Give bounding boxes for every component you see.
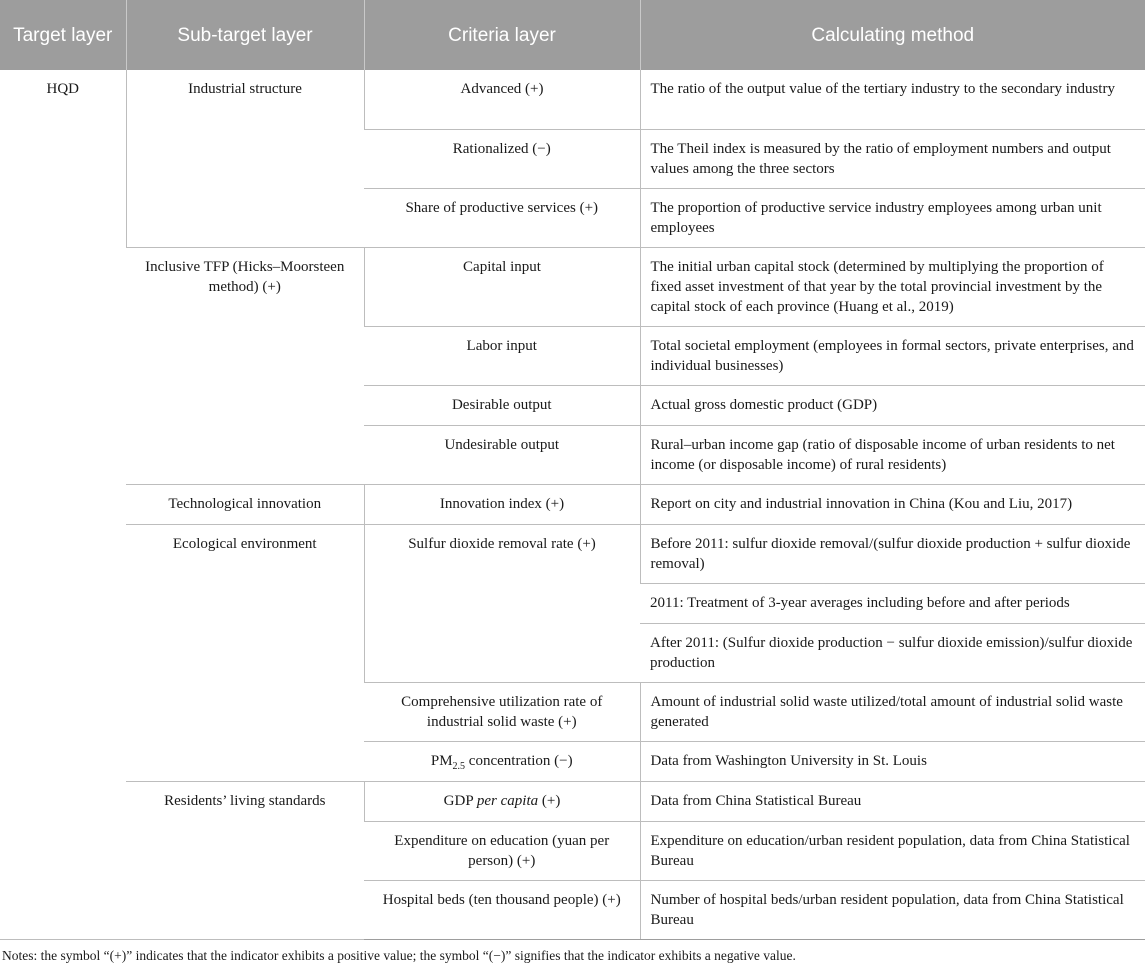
criteria-cell: Comprehensive utilization rate of industrial solid waste (+) [364, 682, 640, 741]
table-row [0, 524, 1145, 583]
criteria-cell: Sulfur dioxide removal rate (+) [364, 524, 640, 682]
criteria-cell: Capital input [364, 247, 640, 326]
subtarget-cell: Residents’ living standards [126, 781, 364, 939]
method-cell: Expenditure on education/urban resident population, data from China Statistical Bureau [640, 821, 1145, 880]
criteria-cell: Expenditure on education (yuan per person) (+) [364, 821, 640, 880]
method-cell: The initial urban capital stock (determined by multiplying the proportion of fixed asset investment of that year by the total provincial investment by the capital stock of each province (Huang et al., 2019) [640, 247, 1145, 326]
criteria-cell: Hospital beds (ten thousand people) (+) [364, 880, 640, 939]
criteria-cell: Share of productive services (+) [364, 188, 640, 247]
header-sub-target-layer: Sub-target layer [126, 0, 364, 70]
gdp-label: GDP [443, 792, 477, 809]
method-cell: Data from China Statistical Bureau [640, 781, 1145, 821]
method-cell: Data from Washington University in St. Louis [640, 741, 1145, 781]
subtarget-cell: Ecological environment [126, 524, 364, 781]
method-cell: 2011: Treatment of 3-year averages including before and after periods [640, 583, 1145, 623]
method-cell: The Theil index is measured by the ratio of employment numbers and output values among the three sectors [640, 129, 1145, 188]
method-cell: Rural–urban income gap (ratio of disposable income of urban residents to net income (or disposable income) of rural residents) [640, 425, 1145, 484]
criteria-cell [364, 781, 640, 821]
table-row [0, 781, 1145, 821]
criteria-cell: Labor input [364, 326, 640, 385]
header-criteria-layer: Criteria layer [364, 0, 640, 70]
criteria-cell: Innovation index (+) [364, 484, 640, 524]
method-cell: Actual gross domestic product (GDP) [640, 385, 1145, 425]
pm-label: PM [430, 752, 453, 769]
gdp-italic: per capita [476, 792, 539, 809]
method-cell: Report on city and industrial innovation in China (Kou and Liu, 2017) [640, 484, 1145, 524]
table-notes: Notes: the symbol “(+)” indicates that the indicator exhibits a positive value; the symbol “(−)” signifies that the indicator exhibits a negative value. [2, 947, 796, 963]
subtarget-cell: Industrial structure [126, 70, 364, 247]
criteria-cell [364, 741, 640, 781]
criteria-cell: Advanced (+) [364, 70, 640, 129]
table-header [0, 0, 1145, 70]
header-target-layer: Target layer [0, 0, 126, 70]
criteria-cell: Rationalized (−) [364, 129, 640, 188]
method-cell: After 2011: (Sulfur dioxide production − sulfur dioxide emission)/sulfur dioxide production [640, 623, 1145, 682]
pm-subscript: 2.5 [452, 760, 466, 772]
method-cell: Number of hospital beds/urban resident population, data from China Statistical Bureau [640, 880, 1145, 939]
table-row [0, 484, 1145, 524]
method-cell: Amount of industrial solid waste utilized/total amount of industrial solid waste generated [640, 682, 1145, 741]
subtarget-cell: Inclusive TFP (Hicks–Moorsteen method) (+) [126, 247, 364, 484]
header-calculating-method: Calculating method [640, 0, 1145, 70]
target-cell: HQD [0, 70, 126, 939]
method-cell: The ratio of the output value of the tertiary industry to the secondary industry [640, 70, 1145, 129]
method-cell: Total societal employment (employees in formal sectors, private enterprises, and individual businesses) [640, 326, 1145, 385]
method-cell: The proportion of productive service industry employees among urban unit employees [640, 188, 1145, 247]
table-row [0, 247, 1145, 326]
table-row [0, 70, 1145, 129]
method-cell: Before 2011: sulfur dioxide removal/(sulfur dioxide production + sulfur dioxide removal) [640, 524, 1145, 583]
subtarget-cell: Technological innovation [126, 484, 364, 524]
header-row [0, 0, 1145, 70]
criteria-cell: Undesirable output [364, 425, 640, 484]
criteria-cell: Desirable output [364, 385, 640, 425]
pm-suffix: concentration (−) [465, 752, 573, 769]
gdp-suffix: (+) [538, 792, 561, 809]
table-body [0, 70, 1145, 939]
